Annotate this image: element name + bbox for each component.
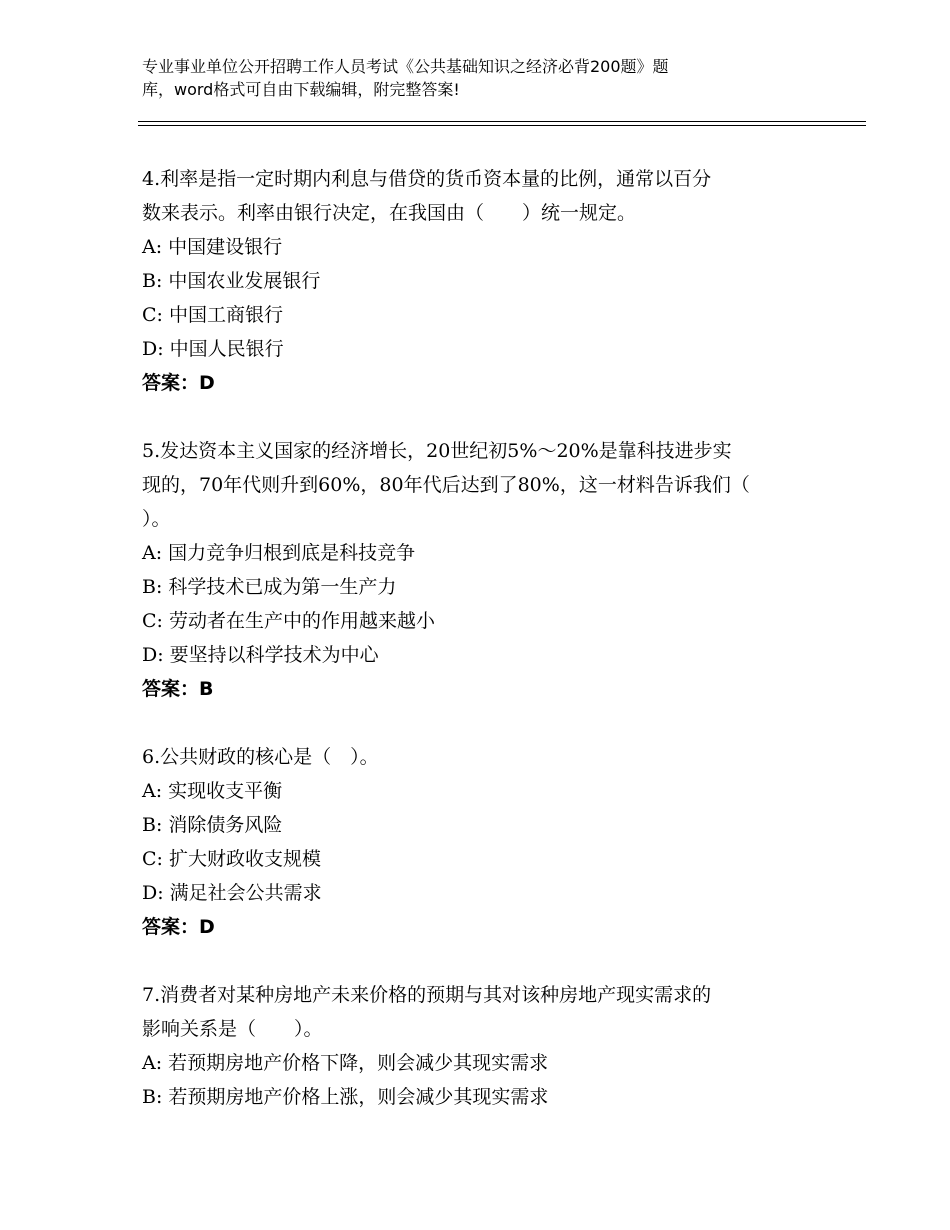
question-stem-line: 影响关系是（ ）。 (142, 1018, 323, 1040)
option-a: A: 实现收支平衡 (142, 780, 283, 802)
header-title-line-1: 专业事业单位公开招聘工作人员考试《公共基础知识之经济必背200题》题 (142, 57, 669, 76)
option-b: B: 消除债务风险 (142, 814, 283, 836)
header-title-line-2: 库，word格式可自由下载编辑，附完整答案! (142, 80, 460, 99)
answer-label: 答案：B (142, 678, 214, 700)
question-stem-line: ）。 (142, 508, 171, 530)
option-b: B: 若预期房地产价格上涨，则会减少其现实需求 (142, 1086, 549, 1108)
question-list (142, 162, 807, 1148)
option-a: A: 国力竞争归根到底是科技竞争 (142, 542, 416, 564)
question-5 (142, 434, 807, 706)
option-b: B: 科学技术已成为第一生产力 (142, 576, 397, 598)
option-d: D: 中国人民银行 (142, 338, 284, 360)
option-c: C: 劳动者在生产中的作用越来越小 (142, 610, 435, 632)
question-stem-line: 数来表示。利率由银行决定，在我国由（ ）统一规定。 (142, 202, 637, 224)
question-7 (142, 978, 807, 1114)
option-c: C: 中国工商银行 (142, 304, 283, 326)
option-c: C: 扩大财政收支规模 (142, 848, 321, 870)
question-stem-line: 现的，70年代则升到60%，80年代后达到了80%，这一材料告诉我们（ (142, 474, 750, 496)
answer-label: 答案：D (142, 916, 215, 938)
question-stem-line: 7.消费者对某种房地产未来价格的预期与其对该种房地产现实需求的 (142, 984, 712, 1006)
question-stem-line: 6.公共财政的核心是（ ）。 (142, 746, 379, 768)
question-stem-line: 4.利率是指一定时期内利息与借贷的货币资本量的比例，通常以百分 (142, 168, 712, 190)
answer-label: 答案：D (142, 372, 215, 394)
document-header (142, 55, 792, 101)
option-d: D: 满足社会公共需求 (142, 882, 322, 904)
option-a: A: 若预期房地产价格下降，则会减少其现实需求 (142, 1052, 549, 1074)
option-b: B: 中国农业发展银行 (142, 270, 321, 292)
header-divider-top (138, 121, 866, 122)
header-divider-bottom (138, 125, 866, 126)
question-stem-line: 5.发达资本主义国家的经济增长，20世纪初5%～20%是靠科技进步实 (142, 440, 732, 462)
option-a: A: 中国建设银行 (142, 236, 283, 258)
option-d: D: 要坚持以科学技术为中心 (142, 644, 379, 666)
question-4 (142, 162, 807, 400)
question-6 (142, 740, 807, 944)
